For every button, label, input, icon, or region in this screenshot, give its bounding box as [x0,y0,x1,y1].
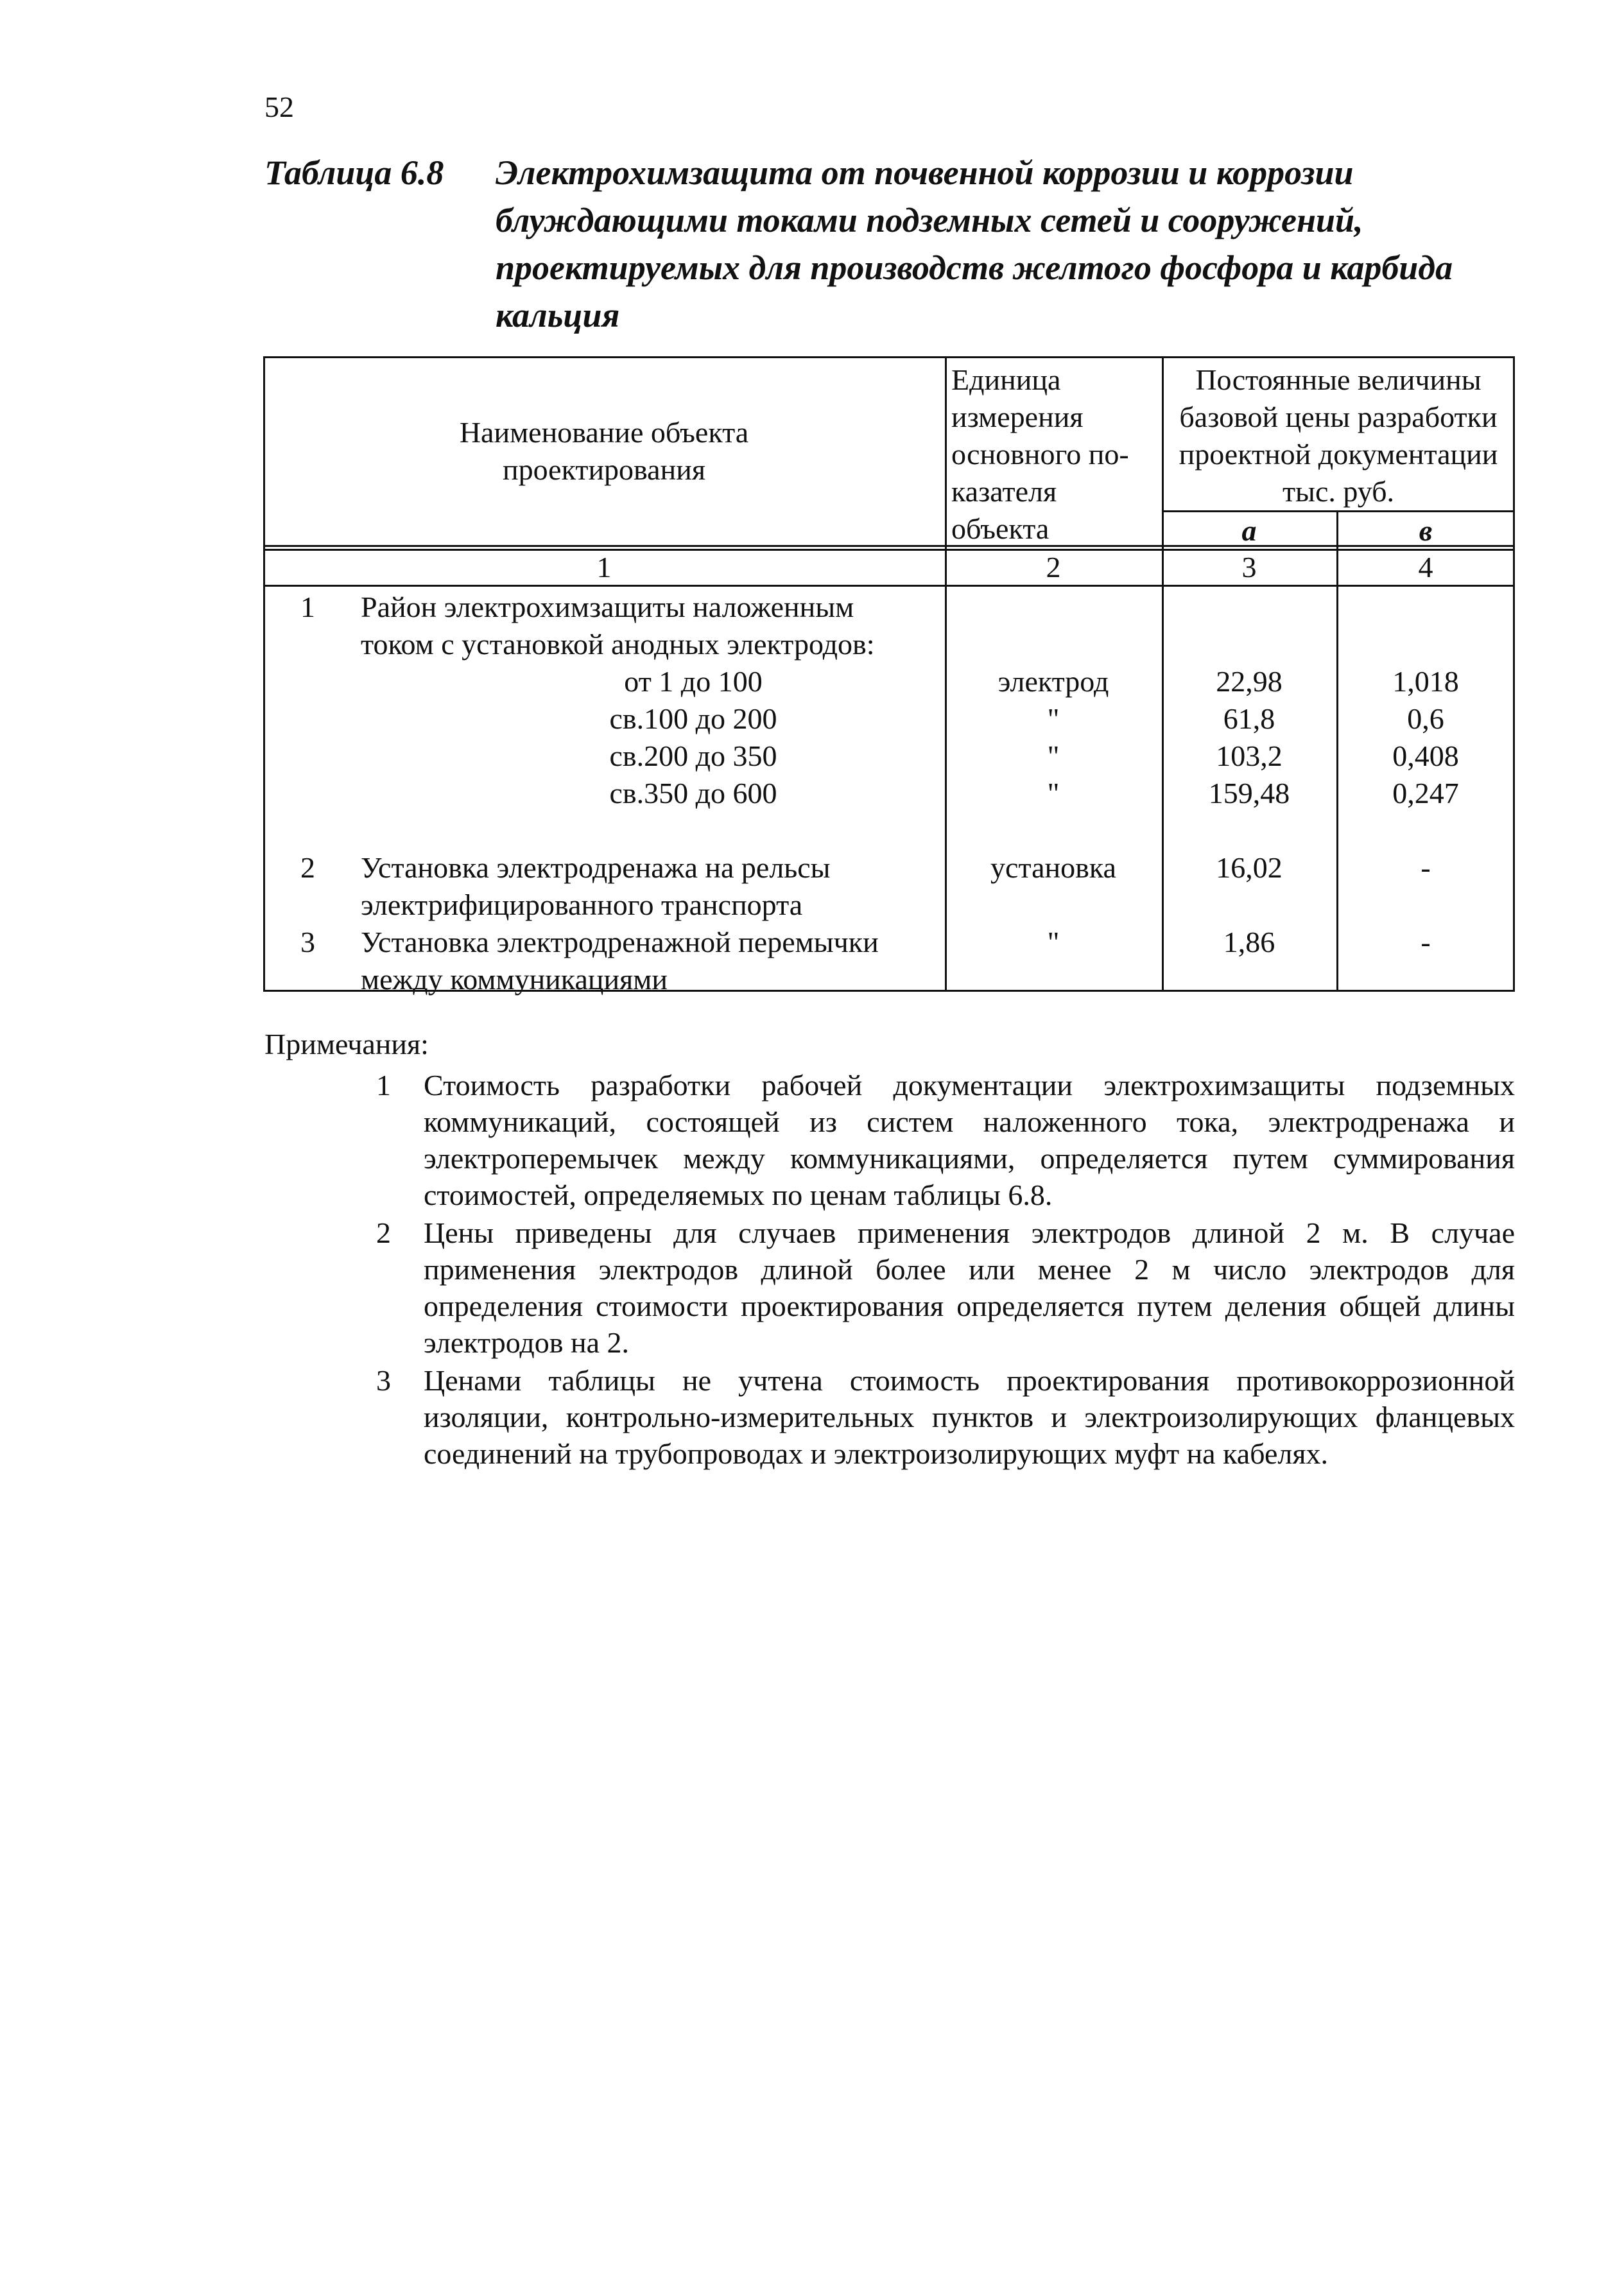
row-1-range-3: св.200 до 350 [609,739,777,772]
row-1-b-1: 1,018 [1392,665,1459,698]
note-text: Ценами таблицы не учтена стоимость проектирования противокоррозионной изоляции, контрольно-измерительных пунктов и электроизолирующих фланцевых соединений на трубопроводах и электроизолирующих муфт на кабелях. [424,1364,1515,1470]
row-1-name: Район электрохимзащиты наложенным током с установкой анодных электродов: [361,591,875,661]
row-1-b-3: 0,408 [1392,739,1459,772]
column-number-1: 1 [596,551,612,583]
row-1-b-2: 0,6 [1407,702,1444,735]
row-2-b: - [1421,851,1431,884]
note-number: 3 [376,1364,391,1397]
row-1-range-1: от 1 до 100 [624,665,763,698]
column-number-2: 2 [1046,551,1061,583]
row-1-unit-2: " [1047,702,1060,735]
row-3-a: 1,86 [1223,926,1275,958]
header-col-a: а [1241,514,1257,547]
header-price: Постоянные величины базовой цены разработки проектной документации тыс. руб. [1179,363,1498,508]
row-1-unit-1: электрод [998,665,1109,698]
note-number: 2 [376,1216,391,1249]
note-text: Цены приведены для случаев применения электродов длиной 2 м. В случае применения электродов длиной более или менее 2 м число электродов для определения стоимости проектирования определяется путем деления общей длины электродов на 2. [424,1216,1515,1359]
row-1-a-3: 103,2 [1216,739,1283,772]
row-1-a-2: 61,8 [1223,702,1275,735]
column-number-4: 4 [1418,551,1433,583]
header-unit: Единица измерения основного по- казателя объекта [951,363,1129,545]
row-1-unit-4: " [1047,777,1060,809]
note-number: 1 [376,1069,391,1102]
price-table [263,356,1515,996]
header-name: Наименование объекта проектирования [459,416,749,486]
page-number: 52 [264,91,294,123]
row-1-a-4: 159,48 [1208,777,1290,809]
table-caption-label: Таблица 6.8 [264,153,444,192]
column-number-3: 3 [1241,551,1257,583]
row-1-unit-3: " [1047,739,1060,772]
notes-title: Примечания: [264,1028,429,1060]
row-2-unit: установка [990,851,1116,884]
row-3-name: Установка электродренажной перемычки между коммуникациями [361,926,879,996]
row-2-name: Установка электродренажа на рельсы электрифицированного транспорта [361,851,831,921]
row-2-a: 16,02 [1216,851,1283,884]
row-3-b: - [1421,926,1431,958]
row-1-range-4: св.350 до 600 [609,777,777,809]
table-caption-title: Электрохимзащита от почвенной коррозии и коррозии блуждающими токами подземных сетей и сооружений, проектируемых для производств желтого фосфора и карбида кальция [496,153,1453,334]
row-1-range-2: св.100 до 200 [609,702,777,735]
row-1-a-1: 22,98 [1216,665,1283,698]
note-text: Стоимость разработки рабочей документации электрохимзащиты подземных коммуникаций, состоящей из систем наложенного тока, электродренажа и электроперемычек между коммуникациями, определяется путем суммирования стоимостей, определяемых по ценам таблицы 6.8. [424,1069,1515,1211]
row-2-number: 2 [300,851,315,884]
row-1-number: 1 [300,591,315,623]
header-col-b: в [1419,514,1433,547]
row-3-unit: " [1047,926,1060,958]
row-3-number: 3 [300,926,315,958]
row-1-b-4: 0,247 [1392,777,1459,809]
